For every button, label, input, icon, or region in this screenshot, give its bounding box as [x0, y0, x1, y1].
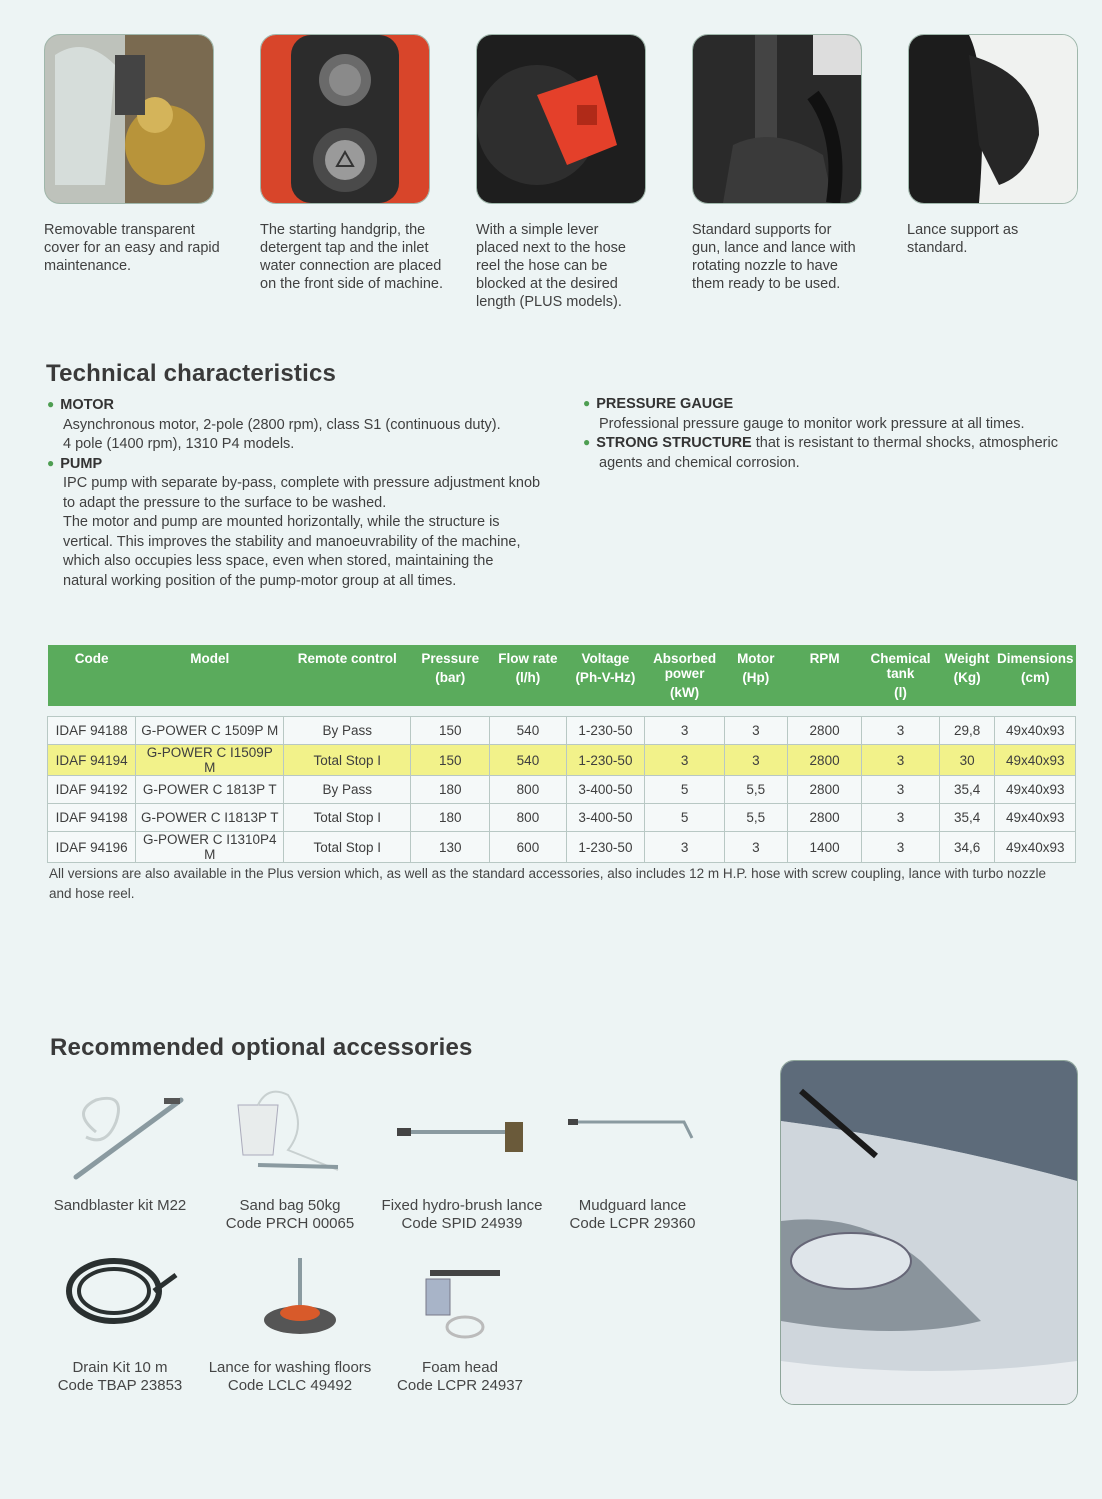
table-row — [48, 832, 1076, 863]
structure-line: that is resistant to thermal shocks, atmospheric — [751, 435, 1058, 451]
header-remote-control: Remote control — [284, 645, 411, 706]
plus-version-note: All versions are also available in the Plus version which, as well as the standard accessories, also includes 12 m H.P. hose with screw coupling, lance with turbo nozzle and hose reel. — [49, 866, 1047, 901]
accessory-caption: Fixed hydro-brush lance Code SPID 24939 — [381, 1197, 543, 1232]
cell-remote: By Pass — [284, 717, 411, 745]
header-dimensions: Dimensions (cm) — [995, 645, 1076, 706]
feature-caption: The starting handgrip, the detergent tap and the inlet water connection are placed on the front side of machine. — [260, 222, 443, 292]
motor-line: 4 pole (1400 rpm), 1310 P4 models. — [63, 436, 295, 452]
cell-flow: 540 — [490, 745, 566, 776]
pump-line: IPC pump with separate by-pass, complete with pressure adjustment knob — [63, 475, 541, 491]
gauge-line: Professional pressure gauge to monitor work pressure at all times. — [599, 415, 1025, 432]
cell-weight: 35,4 — [939, 804, 995, 832]
cell-model: G-POWER C 1509P M — [136, 717, 284, 745]
header-rpm: RPM — [787, 645, 861, 706]
cell-rpm: 1400 — [787, 832, 861, 863]
cell-model: G-POWER C I1813P T — [136, 804, 284, 832]
accessory-caption: Sandblaster kit M22 — [53, 1197, 187, 1214]
motor-heading: MOTOR — [60, 397, 114, 413]
pump-line: which also occupies less space, even when stored, maintaining the — [63, 553, 494, 569]
cell-power: 3 — [645, 717, 724, 745]
cell-tank: 3 — [862, 745, 939, 776]
cell-motor: 3 — [724, 745, 787, 776]
pump-line: The motor and pump are mounted horizontally, while the structure is — [63, 514, 500, 530]
cell-code: IDAF 94188 — [48, 717, 136, 745]
cell-remote: Total Stop I — [284, 745, 411, 776]
cell-model: G-POWER C I1509P M — [136, 745, 284, 776]
cell-pressure: 150 — [411, 745, 490, 776]
cell-code: IDAF 94198 — [48, 804, 136, 832]
cell-weight: 35,4 — [939, 776, 995, 804]
brush-lance-icon — [395, 1118, 530, 1158]
hose-lever-photo — [476, 34, 646, 204]
bullet-icon: ● — [47, 397, 55, 411]
bullet-icon: ● — [47, 455, 55, 470]
cell-power: 3 — [645, 832, 724, 863]
cell-code: IDAF 94196 — [48, 832, 136, 863]
floor-washer-icon — [262, 1258, 342, 1338]
lance-support-photo — [908, 34, 1078, 204]
cell-rpm: 2800 — [787, 804, 861, 832]
header-model: Model — [136, 645, 284, 706]
cell-power: 5 — [645, 776, 724, 804]
table-row — [48, 717, 1076, 745]
cell-pressure: 130 — [411, 832, 490, 863]
table-header-row — [48, 645, 1076, 706]
cell-pressure: 180 — [411, 776, 490, 804]
header-motor: Motor (Hp) — [724, 645, 787, 706]
pump-line: natural working position of the pump-motor group at all times. — [63, 572, 457, 589]
cell-voltage: 1-230-50 — [566, 717, 645, 745]
cell-pressure: 180 — [411, 804, 490, 832]
cell-flow: 600 — [490, 832, 566, 863]
cell-tank: 3 — [862, 832, 939, 863]
feature-caption: Removable transparent cover for an easy and rapid maintenance. — [44, 222, 220, 274]
spec-table — [47, 645, 1076, 863]
cell-dimensions: 49x40x93 — [995, 804, 1076, 832]
tech-title: Technical characteristics — [46, 360, 337, 387]
cell-code: IDAF 94194 — [48, 745, 136, 776]
cell-flow: 800 — [490, 804, 566, 832]
cell-pressure: 150 — [411, 717, 490, 745]
header-code: Code — [48, 645, 136, 706]
sand-bag-icon — [228, 1085, 343, 1175]
cell-dimensions: 49x40x93 — [995, 832, 1076, 863]
accessory-caption: Drain Kit 10 m Code TBAP 23853 — [57, 1359, 183, 1394]
cell-weight: 34,6 — [939, 832, 995, 863]
gun-supports-photo — [692, 34, 862, 204]
cell-motor: 5,5 — [724, 776, 787, 804]
cell-flow: 540 — [490, 717, 566, 745]
table-row — [48, 776, 1076, 804]
cell-motor: 5,5 — [724, 804, 787, 832]
accessory-caption: Mudguard lance Code LCPR 29360 — [569, 1197, 696, 1232]
motor-line: Asynchronous motor, 2-pole (2800 rpm), class S1 (continuous duty). — [63, 416, 501, 433]
cell-tank: 3 — [862, 717, 939, 745]
motor-section — [47, 396, 567, 591]
accessory-caption: Sand bag 50kg Code PRCH 00065 — [225, 1197, 355, 1232]
structure-heading: STRONG STRUCTURE — [596, 435, 752, 451]
car-photo — [780, 1060, 1078, 1405]
accessories-title: Recommended optional accessories — [50, 1034, 473, 1061]
cell-remote: Total Stop I — [284, 804, 411, 832]
cell-power: 3 — [645, 745, 724, 776]
cell-tank: 3 — [862, 804, 939, 832]
cell-weight: 30 — [939, 745, 995, 776]
cell-dimensions: 49x40x93 — [995, 776, 1076, 804]
cell-flow: 800 — [490, 776, 566, 804]
cell-power: 5 — [645, 804, 724, 832]
cell-dimensions: 49x40x93 — [995, 745, 1076, 776]
table-row — [48, 804, 1076, 832]
accessory-caption: Lance for washing floors Code LCLC 49492 — [208, 1359, 372, 1394]
table-row-highlighted — [48, 745, 1076, 776]
foam-head-icon — [420, 1265, 505, 1345]
cell-code: IDAF 94192 — [48, 776, 136, 804]
gauge-heading: PRESSURE GAUGE — [596, 396, 734, 412]
front-controls-photo — [260, 34, 430, 204]
cell-rpm: 2800 — [787, 745, 861, 776]
feature-caption: Lance support as standard. — [907, 222, 1019, 256]
header-chemical-tank: Chemical tank (l) — [862, 645, 939, 706]
feature-caption: With a simple lever placed next to the hose reel the hose can be blocked at the desired length (PLUS models). — [476, 222, 626, 310]
structure-line: agents and chemical corrosion. — [599, 454, 800, 471]
mudguard-lance-icon — [566, 1114, 696, 1144]
pump-heading: PUMP — [60, 455, 103, 472]
pump-line: to adapt the pressure to the surface to be washed. — [63, 494, 387, 511]
header-voltage: Voltage (Ph-V-Hz) — [566, 645, 645, 706]
gauge-section — [583, 395, 1083, 473]
cell-weight: 29,8 — [939, 717, 995, 745]
header-flow-rate: Flow rate (l/h) — [490, 645, 566, 706]
cell-motor: 3 — [724, 717, 787, 745]
cell-voltage: 3-400-50 — [566, 804, 645, 832]
header-pressure: Pressure (bar) — [411, 645, 490, 706]
cell-voltage: 3-400-50 — [566, 776, 645, 804]
cell-motor: 3 — [724, 832, 787, 863]
feature-caption: Standard supports for gun, lance and lance with rotating nozzle to have them ready to be used. — [692, 222, 856, 292]
header-weight: Weight (Kg) — [939, 645, 995, 706]
transparent-cover-photo — [44, 34, 214, 204]
cell-model: G-POWER C 1813P T — [136, 776, 284, 804]
cell-rpm: 2800 — [787, 717, 861, 745]
sandblaster-icon — [66, 1092, 186, 1184]
pump-line: vertical. This improves the stability and manoeuvrability of the machine, — [63, 533, 521, 550]
cell-remote: By Pass — [284, 776, 411, 804]
cell-remote: Total Stop I — [284, 832, 411, 863]
accessory-caption: Foam head Code LCPR 24937 — [397, 1359, 523, 1394]
cell-model: G-POWER C I1310P4 M — [136, 832, 284, 863]
cell-tank: 3 — [862, 776, 939, 804]
cell-voltage: 1-230-50 — [566, 832, 645, 863]
bullet-icon: ● — [583, 396, 591, 410]
bullet-icon: ● — [583, 435, 591, 449]
drain-hose-icon — [64, 1255, 182, 1327]
header-absorbed-power: Absorbed power (kW) — [645, 645, 724, 706]
cell-dimensions: 49x40x93 — [995, 717, 1076, 745]
cell-rpm: 2800 — [787, 776, 861, 804]
cell-voltage: 1-230-50 — [566, 745, 645, 776]
